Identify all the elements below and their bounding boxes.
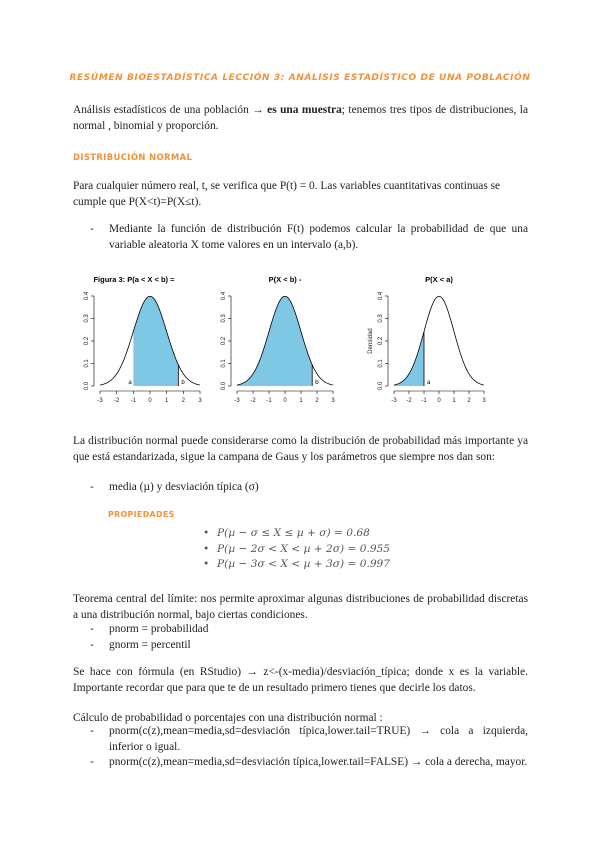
- x-tick-label: -1: [266, 398, 272, 404]
- property-text: P(µ − 3σ < X < µ + 3σ) = 0.997: [217, 558, 391, 570]
- bullet-dot: •: [203, 558, 210, 570]
- chart-title: Figura 3: P(a < X < b) =: [93, 275, 175, 284]
- dash-marker: -: [90, 725, 94, 737]
- function-list: [90, 622, 528, 653]
- y-tick-label: 0.1: [84, 359, 90, 368]
- x-tick-label: 0: [437, 398, 441, 404]
- paragraph-formula: Se hace con fórmula (en RStudio) → z<-(x-media)/desviación_típica; donde x es la variable. Importante recordar que para que te de un resultado primero tienes que decirle los datos.: [73, 666, 528, 694]
- x-tick-label: 3: [482, 398, 486, 404]
- function-item: [90, 638, 528, 654]
- y-tick-label: 0.1: [378, 359, 384, 368]
- x-tick-label: -1: [421, 398, 427, 404]
- bullet-distribution-function: [90, 222, 528, 253]
- y-tick-label: 0.2: [221, 336, 227, 346]
- bullet-dot: •: [203, 542, 210, 555]
- marker-label: b: [315, 380, 319, 386]
- x-tick-label: 2: [315, 398, 319, 404]
- x-tick-label: -3: [234, 398, 240, 404]
- y-tick-label: 0.3: [84, 314, 90, 323]
- y-tick-label: 0.4: [378, 291, 384, 301]
- calc-list: [90, 724, 528, 771]
- y-tick-label: 0.1: [221, 359, 227, 368]
- y-tick-label: 0.2: [378, 336, 384, 346]
- dash-marker: -: [90, 756, 94, 769]
- calc-item: [90, 755, 528, 771]
- x-tick-label: 0: [148, 398, 152, 404]
- shaded-area: [394, 332, 424, 386]
- y-tick-label: 0.4: [84, 291, 90, 301]
- dash-marker: -: [90, 638, 94, 651]
- x-tick-label: 0: [283, 398, 287, 404]
- function-text: gnorm = percentil: [109, 638, 191, 651]
- x-tick-label: -3: [97, 398, 103, 404]
- section-heading-normal: DISTRIBUCIÓN NORMAL: [73, 152, 193, 162]
- bullet-text: Mediante la función de distribución F(t) podemos calcular la probabilidad de que una variable aleatoria X tome valores en un intervalo (a,b).: [109, 223, 528, 251]
- dash-marker: -: [90, 623, 94, 635]
- marker-label: a: [427, 380, 431, 386]
- shaded-area: [237, 296, 312, 386]
- x-tick-label: 2: [181, 398, 186, 404]
- x-tick-label: 1: [164, 398, 169, 404]
- y-tick-label: 0.3: [378, 314, 384, 323]
- x-tick-label: -3: [391, 398, 397, 404]
- intro-text-before: Análisis estadísticos de una población →: [73, 104, 268, 116]
- y-tick-label: 0.0: [84, 381, 90, 391]
- density-curve: [394, 296, 484, 385]
- x-tick-label: -2: [250, 398, 256, 404]
- x-tick-label: 2: [467, 398, 471, 404]
- intro-bold: es una muestra: [267, 104, 342, 116]
- chart-title: P(X < b) -: [268, 275, 302, 284]
- figure-normal-charts: [72, 266, 532, 416]
- calc-text: pnorm(c(z),mean=media,sd=desviación típica,lower.tail=FALSE) → cola a derecha, mayor.: [109, 756, 528, 769]
- marker-label: b: [181, 380, 185, 386]
- intro-paragraph: [73, 103, 528, 134]
- calc-item: [90, 724, 528, 755]
- x-tick-label: 1: [452, 398, 456, 404]
- property-text: P(µ − σ ≤ X ≤ µ + σ) = 0.68: [217, 527, 370, 539]
- property-text: P(µ − 2σ < X < µ + 2σ) = 0.955: [217, 542, 391, 555]
- x-tick-label: -2: [113, 398, 120, 404]
- page-title: RESÚMEN BIOESTADÍSTICA LECCIÓN 3: ANÁLISIS ESTADÍSTICO DE UNA POBLACIÓN: [69, 73, 531, 83]
- property-item: [203, 557, 523, 573]
- dash-marker: -: [90, 223, 94, 235]
- marker-label: a: [128, 380, 132, 386]
- calc-text: pnorm(c(z),mean=media,sd=desviación típica,lower.tail=TRUE) → cola a izquierda, inferior o igual.: [109, 725, 528, 753]
- x-tick-label: -1: [130, 398, 137, 404]
- x-tick-label: -2: [406, 398, 412, 404]
- x-tick-label: 3: [331, 398, 335, 404]
- properties-list: [203, 526, 523, 573]
- y-tick-label: 0.3: [221, 314, 227, 323]
- bullet-dot: •: [203, 527, 210, 539]
- section-heading-properties: PROPIEDADES: [108, 510, 175, 519]
- paragraph-real-number: Para cualquier número real, t, se verifica que P(t) = 0. Las variables cuantitativas continuas se cumple que P(X<t)=P(X≤t).: [73, 180, 501, 208]
- bullet-params: [90, 480, 528, 496]
- dash-marker: -: [90, 481, 94, 493]
- property-item: [203, 526, 523, 542]
- paragraph-standardized: La distribución normal puede considerarse como la distribución de probabilidad más importante ya que está estandarizada, sigue la campana de Gaus y los parámetros que siempre nos dan son:: [73, 435, 528, 463]
- bullet-text: media (µ) y desviación típica (σ): [109, 481, 259, 493]
- property-item: [203, 542, 523, 558]
- x-tick-label: 3: [198, 398, 202, 404]
- x-tick-label: 1: [299, 398, 303, 404]
- y-tick-label: 0.4: [221, 291, 227, 301]
- function-text: pnorm = probabilidad: [109, 623, 209, 635]
- y-tick-label: 0.2: [84, 336, 90, 346]
- y-tick-label: 0.0: [378, 381, 384, 391]
- chart-title: P(X < a): [425, 275, 453, 284]
- y-tick-label: 0.0: [221, 381, 227, 391]
- paragraph-tcl: Teorema central del límite: nos permite aproximar algunas distribuciones de probabilidad discretas a una distribución normal, bajo ciertas condiciones.: [73, 593, 528, 621]
- paragraph-calc: Cálculo de probabilidad o porcentajes con una distribución normal :: [73, 712, 383, 724]
- function-item: [90, 622, 528, 638]
- intro-text-after: ; tenemos tres tipos de distribuciones, la normal , binomial y proporción.: [73, 104, 528, 132]
- charts-svg: [72, 266, 532, 416]
- y-axis-label: Densidad: [368, 328, 374, 354]
